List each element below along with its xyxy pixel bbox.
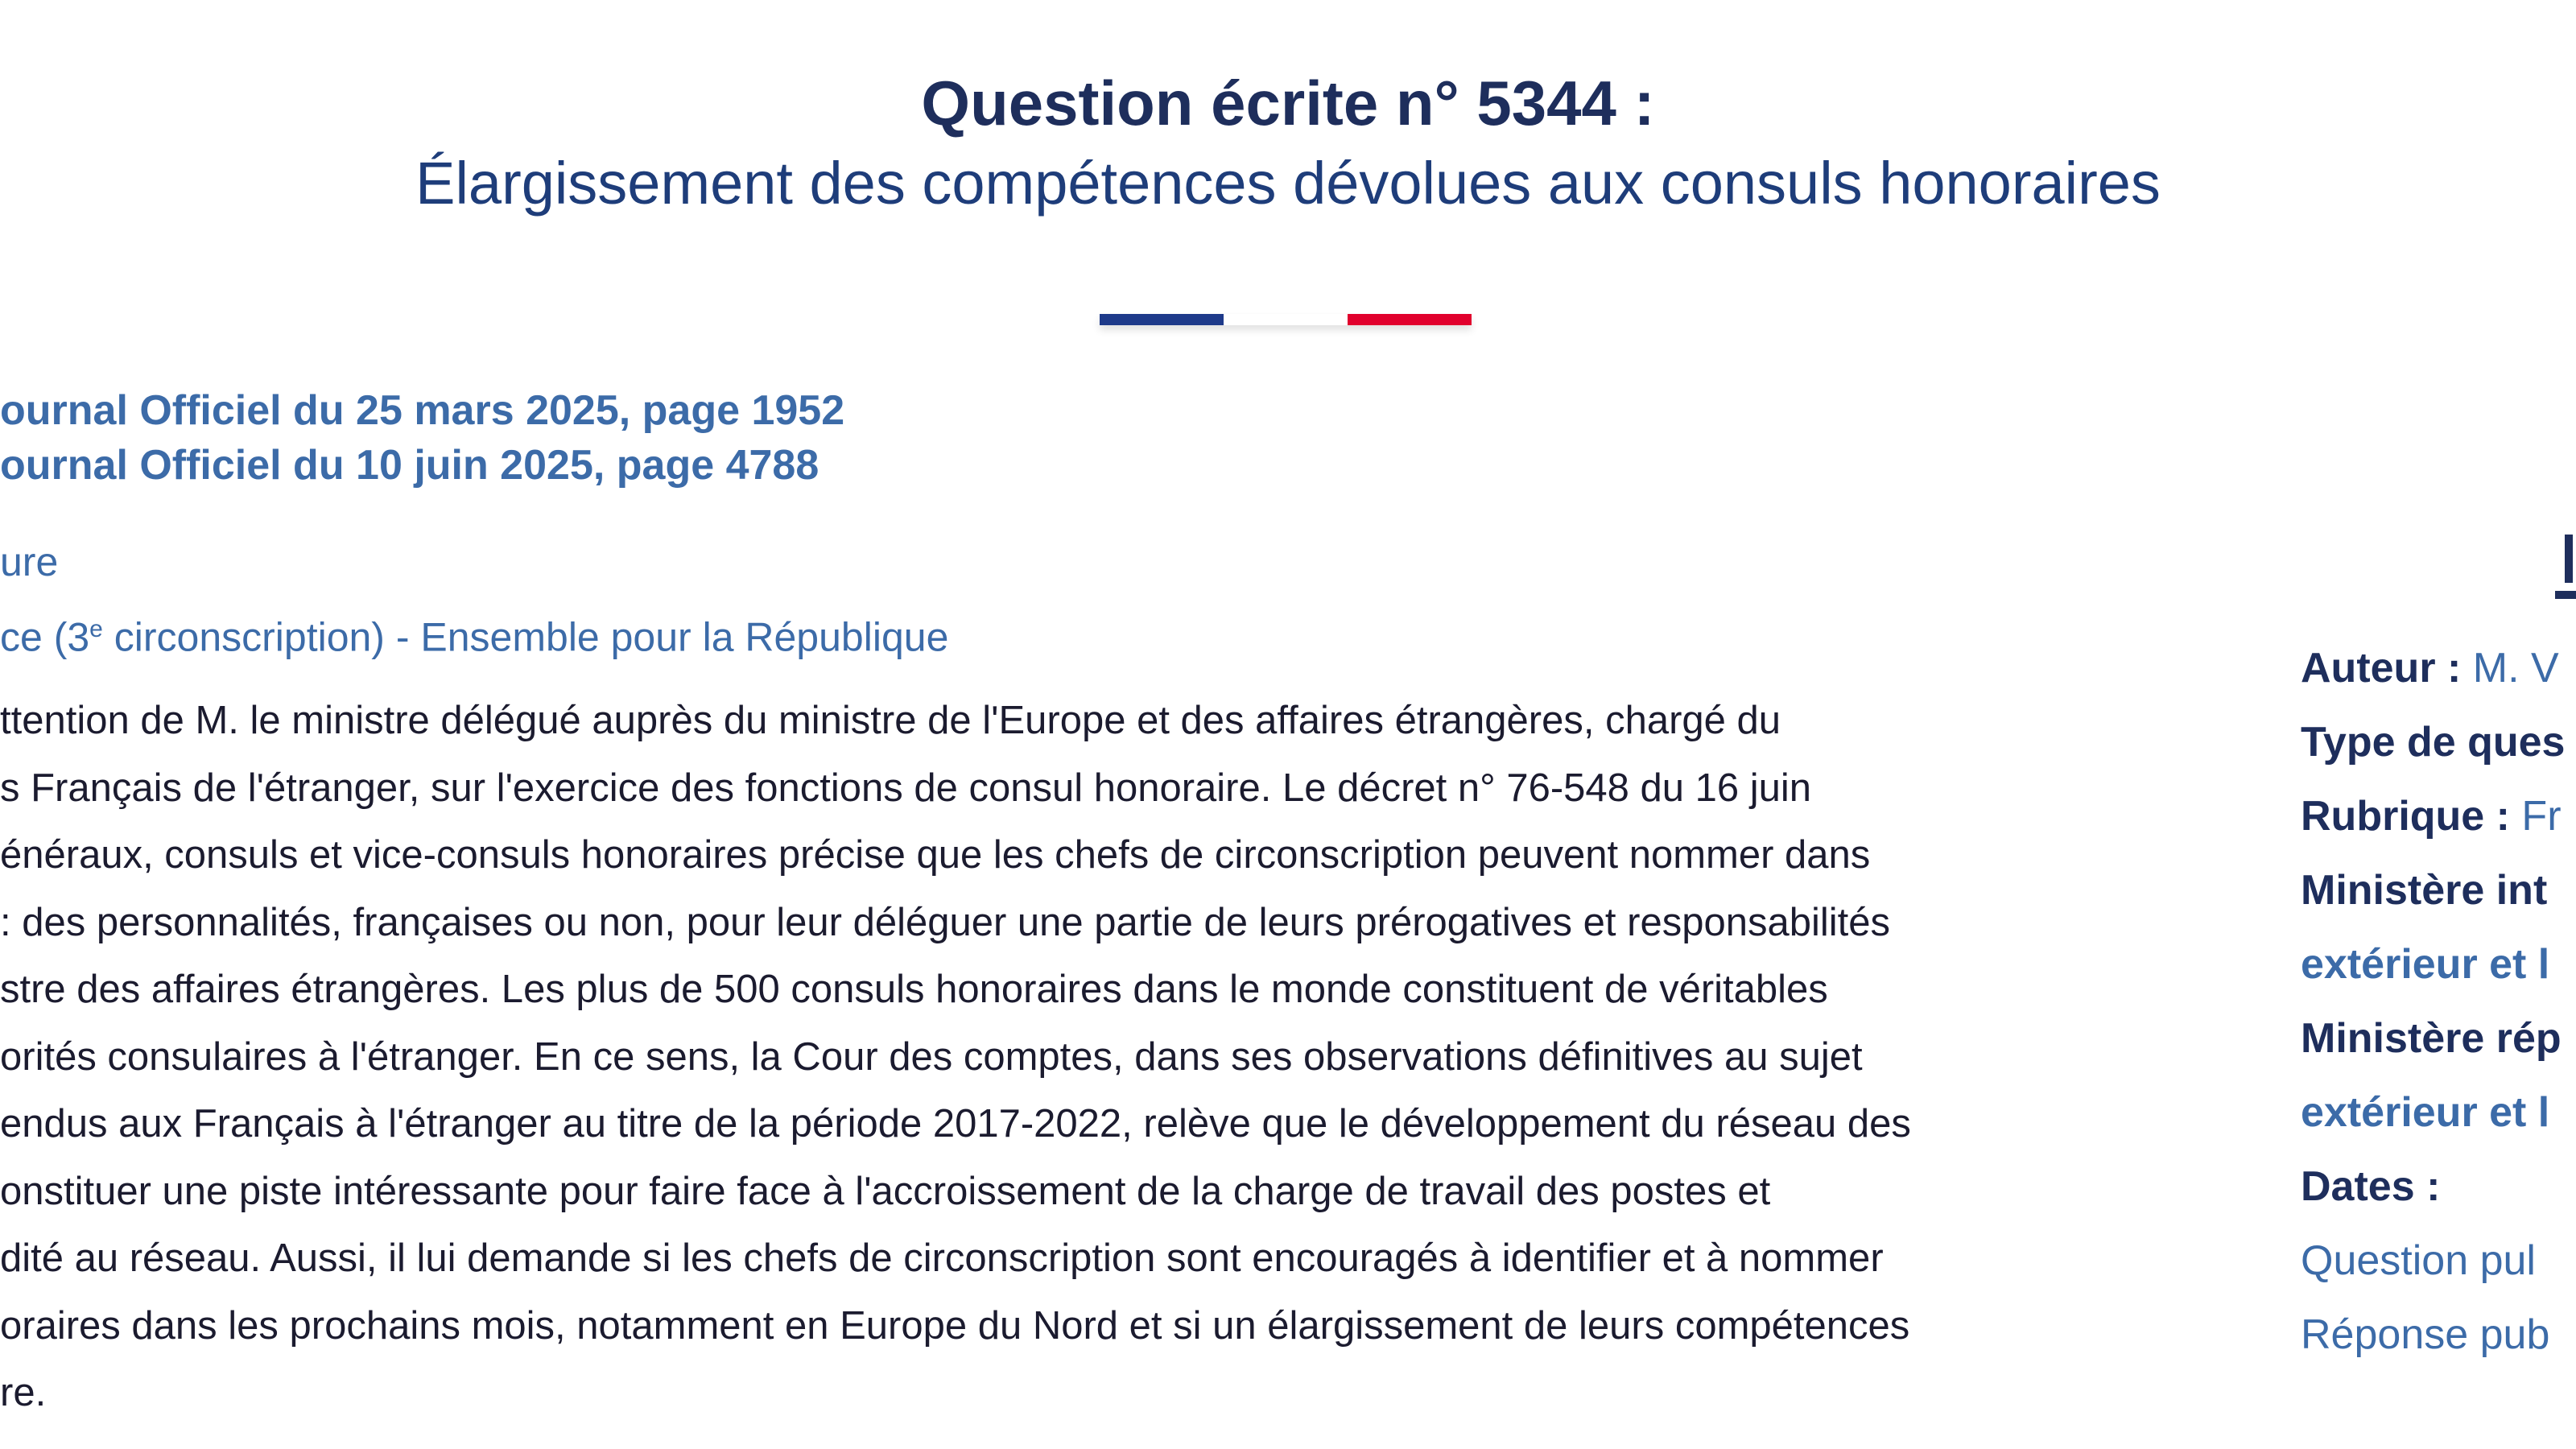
sidebar-ministry-answering-label: Ministère rép [2301,1015,2562,1062]
sidebar-answer-published: Réponse pub [2301,1311,2550,1358]
sidebar-dates-label: Dates : [2301,1163,2441,1210]
sidebar-author-row [2301,631,2565,705]
sidebar-author-label: Auteur : [2301,645,2462,691]
author-info [0,528,948,671]
sidebar-ministry-questioned-value: extérieur et l [2301,941,2550,988]
sidebar-rubrique-row [2301,779,2565,853]
body-line: stre des affaires étrangères. Les plus de 500 consuls honoraires dans le monde constituent de véritables [0,968,1828,1011]
question-subject-title: Élargissement des compétences dévolues aux consuls honoraires [415,150,2161,217]
sidebar-rubrique-value: Fr [2509,793,2562,840]
sidebar-rubrique-label: Rubrique : [2301,793,2510,840]
author-name-link[interactable]: ure [0,539,59,584]
sidebar-type-row [2301,705,2565,779]
sidebar-ministry-answering-value-row [2301,1075,2565,1150]
divider-red-segment [1348,314,1472,325]
sidebar-type-label: Type de ques [2301,719,2566,766]
body-line: ttention de M. le ministre délégué auprès du ministre de l'Europe et des affaires étrangères, chargé du [0,699,1781,742]
body-line: s Français de l'étranger, sur l'exercice des fonctions de consul honoraire. Le décret n° 76-548 du 16 juin [0,766,1812,810]
body-line: oraires dans les prochains mois, notamment en Europe du Nord et si un élargissement de leurs compétences [0,1303,1910,1348]
question-number-title: Question écrite n° 5344 : [921,68,1655,138]
publication-references [0,383,844,493]
author-constituency-prefix: ce (3 [0,614,90,660]
sidebar-header-icon [2555,535,2576,602]
sidebar-ministry-questioned-label: Ministère int [2301,867,2548,914]
body-line: dité au réseau. Aussi, il lui demande si les chefs de circonscription sont encouragés à identifier et à nommer [0,1236,1884,1280]
question-metadata-sidebar [2301,631,2565,1372]
sidebar-question-date-row [2301,1224,2565,1298]
author-constituency-suffix: circonscription) - Ensemble pour la République [102,614,949,660]
body-line: orités consulaires à l'étranger. En ce sens, la Cour des comptes, dans ses observations définitives au sujet [0,1034,1863,1079]
sidebar-ministry-questioned-row [2301,853,2565,927]
body-line: : des personnalités, françaises ou non, pour leur déléguer une partie de leurs prérogatives et responsabilités [0,900,1890,944]
page-title [0,63,2576,224]
sidebar-answer-date-row [2301,1298,2565,1372]
author-constituency[interactable] [0,596,948,671]
sidebar-ministry-questioned-value-row [2301,927,2565,1001]
tricolor-divider [1100,314,1472,325]
author-constituency-sup: e [89,616,103,642]
sidebar-ministry-answering-row [2301,1001,2565,1075]
question-publication-link[interactable]: ournal Officiel du 25 mars 2025, page 1952 [0,387,845,434]
sidebar-dates-row [2301,1150,2565,1224]
body-line: onstituer une piste intéressante pour faire face à l'accroissement de la charge de travail des postes et [0,1169,1771,1213]
body-line: re. [0,1371,47,1414]
sidebar-question-published: Question pul [2301,1237,2536,1284]
sidebar-author-link[interactable]: M. V [2461,645,2559,691]
answer-publication-link[interactable]: ournal Officiel du 10 juin 2025, page 4788 [0,442,819,489]
body-line: énéraux, consuls et vice-consuls honoraires précise que les chefs de circonscription peuvent nommer dans [0,833,1871,877]
question-body [0,687,2125,1427]
divider-blue-segment [1100,314,1224,325]
divider-white-segment [1224,314,1348,325]
sidebar-ministry-answering-value: extérieur et l [2301,1089,2550,1136]
body-line: endus aux Français à l'étranger au titre de la période 2017-2022, relève que le développement du réseau des [0,1102,1911,1146]
